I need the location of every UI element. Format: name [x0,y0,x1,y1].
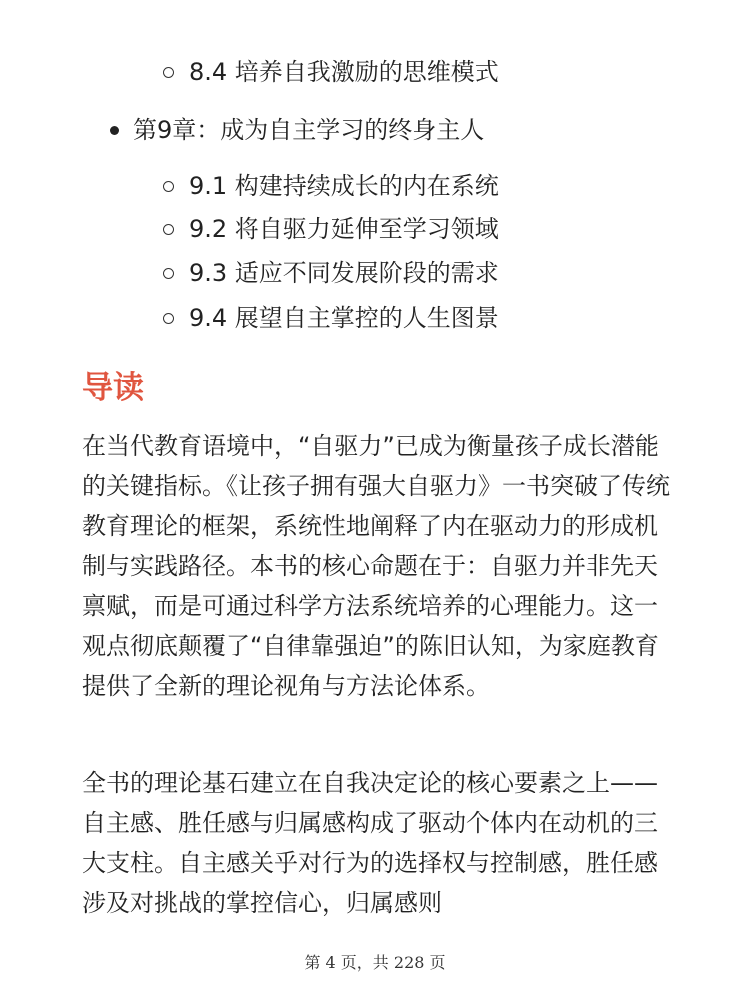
toc-item-label: 8.4 培养自我激励的思维模式 [189,58,499,86]
toc-item-9-3 [163,258,499,288]
toc-item-8-4 [163,57,499,87]
disc-bullet-icon [110,126,119,135]
toc-item-9-4 [163,303,499,333]
circle-bullet-icon [163,67,174,78]
intro-paragraph-1: 在当代教育语境中，“自驱力”已成为衡量孩子成长潜能的关键指标。《让孩子拥有强大自驱力》一书突破了传统教育理论的框架，系统性地阐释了内在驱动力的形成机制与实践路径。本书的核心命题在于：自驱力并非先天禀赋，而是可通过科学方法系统培养的心理能力。这一观点彻底颠覆了“自律靠强迫”的陈旧认知，为家庭教育提供了全新的理论视角与方法论体系。 [82,432,670,700]
toc-chapter-9 [110,115,484,145]
page-footer: 第 4 页，共 228 页 [304,953,446,972]
toc-item-9-1 [163,171,499,201]
intro-paragraph-2: 全书的理论基石建立在自我决定论的核心要素之上——自主感、胜任感与归属感构成了驱动个体内在动机的三大支柱。自主感关乎对行为的选择权与控制感，胜任感涉及对挑战的掌控信心，归属感则 [82,769,658,917]
section-heading: 导读 [82,370,144,406]
toc-item-label: 9.4 展望自主掌控的人生图景 [189,304,499,332]
circle-bullet-icon [163,313,174,324]
circle-bullet-icon [163,224,174,235]
circle-bullet-icon [163,268,174,279]
toc-item-label: 9.2 将自驱力延伸至学习领域 [189,215,499,243]
toc-chapter-label: 第9章：成为自主学习的终身主人 [133,116,485,144]
circle-bullet-icon [163,181,174,192]
toc-item-9-2 [163,214,499,244]
toc-item-label: 9.1 构建持续成长的内在系统 [189,172,499,200]
toc-item-label: 9.3 适应不同发展阶段的需求 [189,259,499,287]
